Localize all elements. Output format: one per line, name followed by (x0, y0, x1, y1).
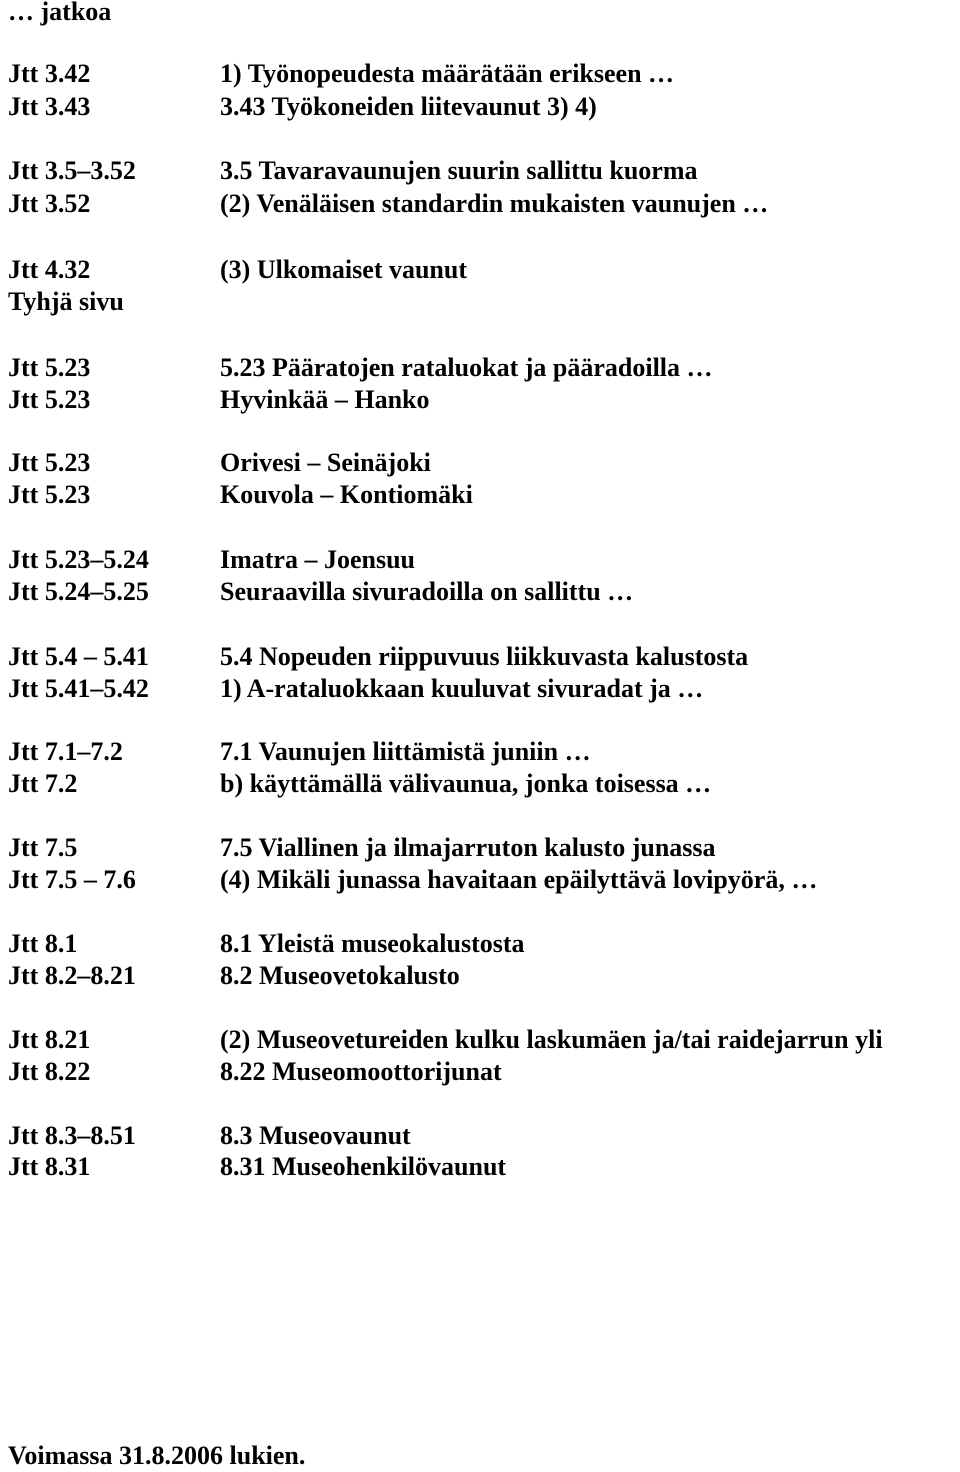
row-text: (2) Museovetureiden kulku laskumäen ja/tai raidejarrun yli (220, 1025, 883, 1054)
row-text: b) käyttämällä välivaunua, jonka toisessa … (220, 769, 712, 798)
row-reference: Jtt 3.52 (8, 189, 91, 218)
row-reference: Jtt 8.2–8.21 (8, 961, 136, 990)
row-reference: Jtt 5.23–5.24 (8, 545, 149, 574)
row-text: Kouvola – Kontiomäki (220, 480, 473, 509)
row-reference: Jtt 3.5–3.52 (8, 156, 136, 185)
row-text: 8.2 Museovetokalusto (220, 961, 460, 990)
row-text: (2) Venäläisen standardin mukaisten vaunujen … (220, 189, 769, 218)
continuation-heading: … jatkoa (8, 0, 112, 26)
row-text: 1) Työnopeudesta määrätään erikseen … (220, 59, 675, 88)
row-text: (4) Mikäli junassa havaitaan epäilyttävä lovipyörä, … (220, 865, 818, 894)
row-reference: Jtt 7.5 (8, 833, 78, 862)
row-reference: Jtt 7.2 (8, 769, 78, 798)
row-reference: Jtt 8.21 (8, 1025, 91, 1054)
row-reference: Jtt 5.41–5.42 (8, 674, 149, 703)
validity-footer: Voimassa 31.8.2006 lukien. (8, 1441, 306, 1470)
row-reference: Jtt 8.31 (8, 1152, 91, 1181)
row-reference: Jtt 5.23 (8, 448, 91, 477)
row-text: 1) A-rataluokkaan kuuluvat sivuradat ja … (220, 674, 704, 703)
row-text: 3.5 Tavaravaunujen suurin sallittu kuorma (220, 156, 698, 185)
row-text: 8.22 Museomoottorijunat (220, 1057, 502, 1086)
row-reference: Jtt 7.5 – 7.6 (8, 865, 136, 894)
row-reference: Jtt 5.23 (8, 480, 91, 509)
row-text: 5.4 Nopeuden riippuvuus liikkuvasta kalustosta (220, 642, 749, 671)
row-reference: Jtt 8.3–8.51 (8, 1121, 136, 1150)
row-text: 7.1 Vaunujen liittämistä juniin … (220, 737, 591, 766)
row-text: Seuraavilla sivuradoilla on sallittu … (220, 577, 634, 606)
row-text: Orivesi – Seinäjoki (220, 448, 431, 477)
row-reference: Tyhjä sivu (8, 287, 124, 316)
row-text: 3.43 Työkoneiden liitevaunut 3) 4) (220, 92, 597, 121)
row-reference: Jtt 5.23 (8, 353, 91, 382)
row-reference: Jtt 8.1 (8, 929, 78, 958)
row-text: 8.31 Museohenkilövaunut (220, 1152, 507, 1181)
row-text: 8.1 Yleistä museokalustosta (220, 929, 525, 958)
row-reference: Jtt 3.43 (8, 92, 91, 121)
row-text: Hyvinkää – Hanko (220, 385, 430, 414)
row-reference: Jtt 8.22 (8, 1057, 91, 1086)
row-reference: Jtt 5.4 – 5.41 (8, 642, 149, 671)
row-reference: Jtt 5.24–5.25 (8, 577, 149, 606)
row-text: 7.5 Viallinen ja ilmajarruton kalusto junassa (220, 833, 716, 862)
row-text: (3) Ulkomaiset vaunut (220, 255, 468, 284)
row-reference: Jtt 3.42 (8, 59, 91, 88)
row-reference: Jtt 5.23 (8, 385, 91, 414)
row-text: 5.23 Pääratojen rataluokat ja pääradoilla … (220, 353, 713, 382)
row-reference: Jtt 7.1–7.2 (8, 737, 123, 766)
row-text: 8.3 Museovaunut (220, 1121, 411, 1150)
row-text: Imatra – Joensuu (220, 545, 416, 574)
row-reference: Jtt 4.32 (8, 255, 91, 284)
